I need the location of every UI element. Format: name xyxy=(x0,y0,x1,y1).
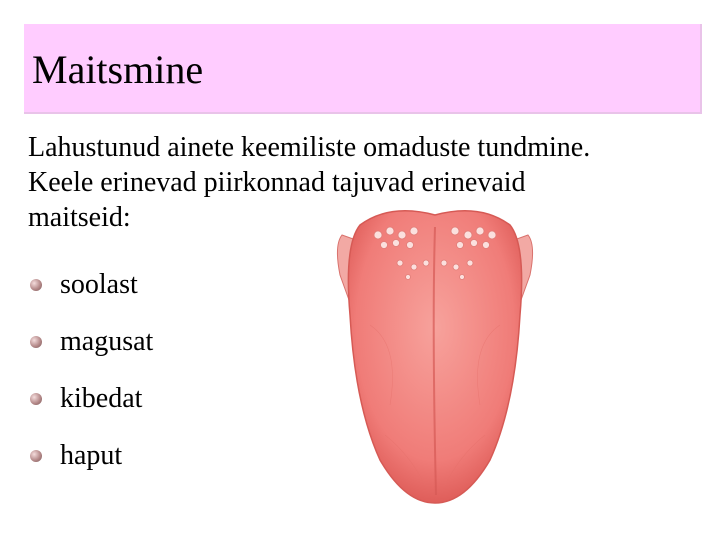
list-item xyxy=(30,313,153,370)
list-item xyxy=(30,370,153,427)
bullet-icon xyxy=(30,450,42,462)
intro-line-1: Lahustunud ainete keemiliste omaduste tundmine. xyxy=(28,132,591,163)
taste-salty: soolast xyxy=(60,268,138,300)
title-bar xyxy=(24,24,702,114)
taste-list xyxy=(30,256,153,484)
bullet-icon xyxy=(30,393,42,405)
tongue-icon xyxy=(330,205,540,505)
slide-title: Maitsmine xyxy=(32,47,204,92)
bullet-icon xyxy=(30,336,42,348)
list-item xyxy=(30,256,153,313)
bullet-icon xyxy=(30,279,42,291)
taste-sweet: magusat xyxy=(60,325,154,357)
taste-bitter: kibedat xyxy=(60,382,143,414)
intro-line-3: maitseid: xyxy=(28,202,131,233)
list-item xyxy=(30,427,153,484)
intro-line-2: Keele erinevad piirkonnad tajuvad erinevaid xyxy=(28,167,526,198)
taste-sour: haput xyxy=(60,439,123,471)
